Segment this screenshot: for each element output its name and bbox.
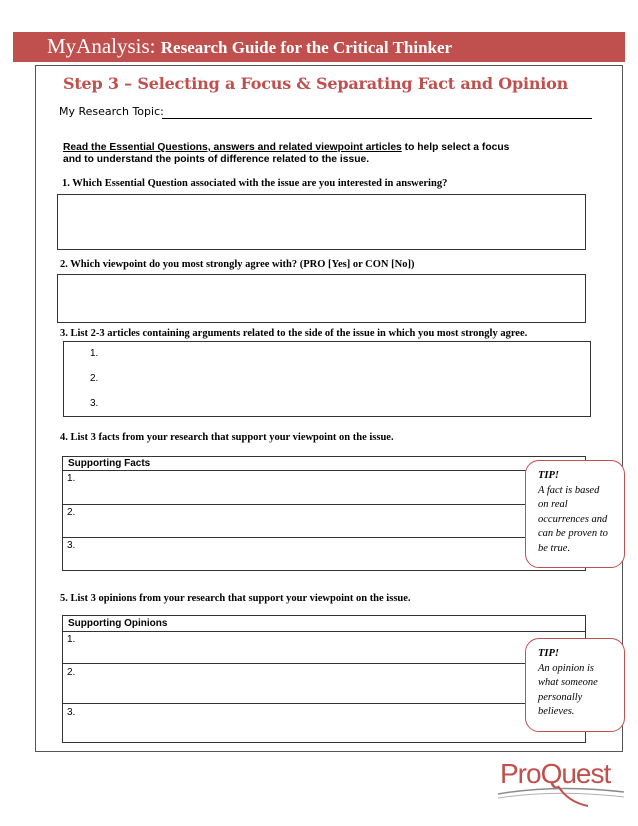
facts-row-divider [63,537,585,538]
tip-opinion-line: what someone [538,677,598,688]
tip-opinion-title: TIP! [538,648,559,659]
tip-opinion-line: believes. [538,706,575,717]
tip-fact-title: TIP! [538,470,559,481]
research-topic-input-line[interactable] [162,118,592,119]
answer-box-3[interactable] [63,341,591,417]
tip-opinion-line: personally [538,691,583,703]
tip-fact-line: be true. [538,542,571,554]
answer-box-2[interactable] [57,274,586,323]
opinions-row-divider [63,663,585,664]
tip-fact-line: A fact is based [538,484,600,496]
fact-row-3[interactable]: 3. [67,540,76,551]
question-5: 5. List 3 opinions from your research that support your viewpoint on the issue. [60,593,411,604]
facts-table [62,456,586,571]
opinions-row-divider [63,703,585,704]
tip-opinion-line: An opinion is [538,662,595,674]
facts-header-divider [63,470,585,471]
tip-fact-line: occurrences and [538,513,608,525]
article-number-2: 2. [90,373,99,384]
instructions-line2: and to understand the points of difference related to the issue. [63,154,370,165]
tip-fact-callout [525,460,625,568]
fact-row-1[interactable]: 1. [67,473,76,484]
instructions [63,142,603,166]
question-4: 4. List 3 facts from your research that support your viewpoint on the issue. [60,432,394,443]
research-topic-label: My Research Topic: [59,105,164,118]
opinion-row-1[interactable]: 1. [67,634,76,645]
instructions-rest: to help select a focus [401,142,510,153]
opinion-row-3[interactable]: 3. [67,707,76,718]
proquest-logo [496,758,626,808]
banner-title [47,34,452,59]
opinions-table-header: Supporting Opinions [68,618,168,629]
opinions-header-divider [63,631,585,632]
article-number-3: 3. [90,398,99,409]
tip-opinion-callout [525,638,625,732]
tip-fact-line: can be proven to [538,528,608,539]
question-3: 3. List 2-3 articles containing arguments related to the side of the issue in which you most strongly agree. [60,328,528,339]
answer-box-1[interactable] [57,194,586,250]
opinions-table [62,615,586,743]
instructions-underlined: Read the Essential Questions, answers and related viewpoint articles [63,142,402,153]
facts-row-divider [63,504,585,505]
article-number-1: 1. [90,348,99,359]
question-2: 2. Which viewpoint do you most strongly agree with? (PRO [Yes] or CON [No]) [60,259,415,270]
tip-fact-line: on real [538,499,568,510]
logo-wordmark: ProQuest [500,758,611,789]
banner-brand: MyAnalysis: [47,34,156,58]
step-title: Step 3 – Selecting a Focus & Separating Fact and Opinion [63,74,569,93]
facts-table-header: Supporting Facts [68,458,151,469]
banner-subtitle: Research Guide for the Critical Thinker [160,38,453,57]
fact-row-2[interactable]: 2. [67,507,76,518]
header-banner [13,32,625,62]
question-1: 1. Which Essential Question associated with the issue are you interested in answering? [62,178,448,189]
opinion-row-2[interactable]: 2. [67,667,76,678]
logo-swoosh-icon [496,758,626,808]
